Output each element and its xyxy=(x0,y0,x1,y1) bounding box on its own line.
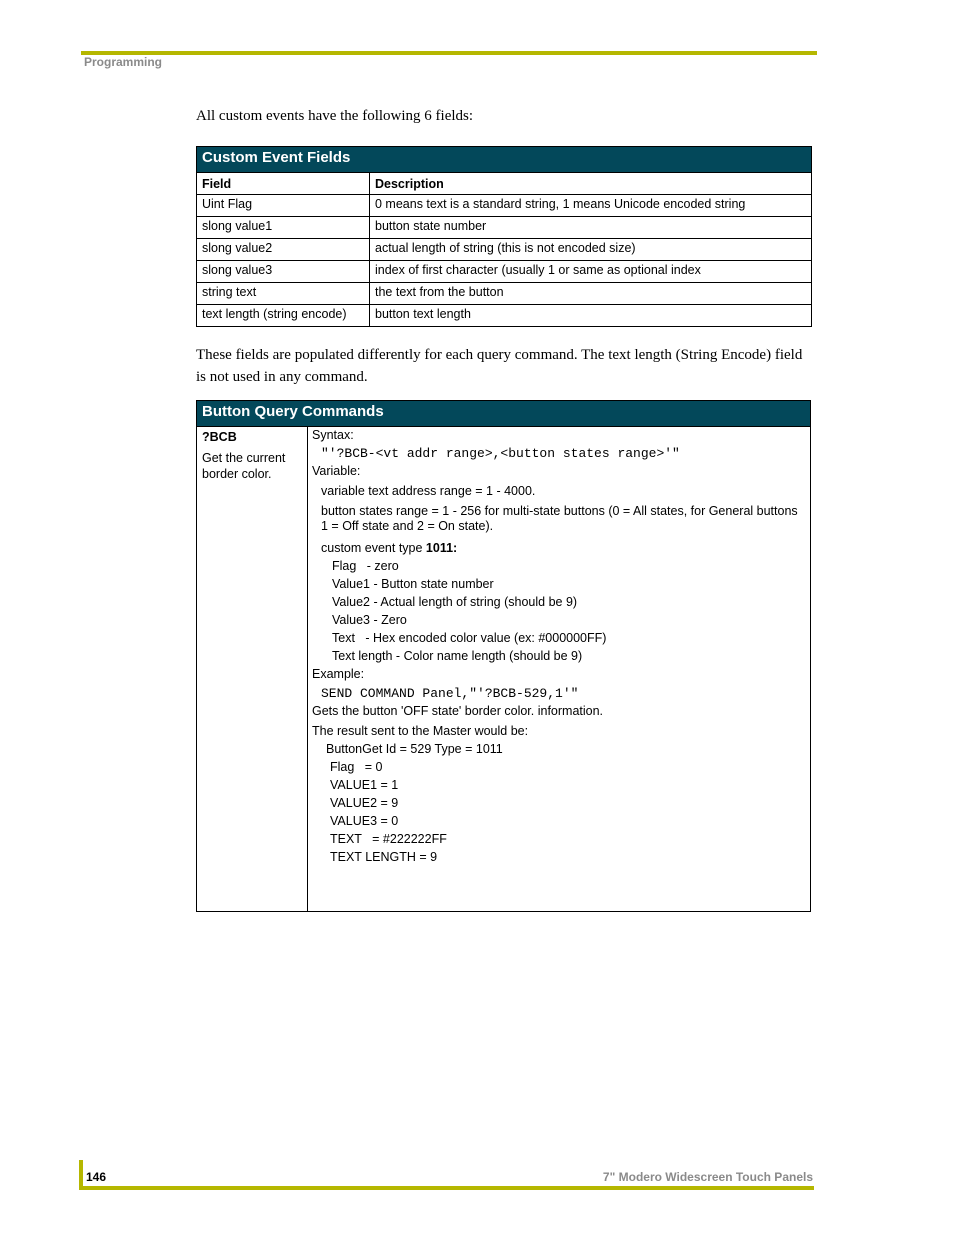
event-field-flag: Flag - zero xyxy=(332,559,399,573)
table-row xyxy=(197,283,812,305)
bottom-rule xyxy=(81,1186,814,1190)
result-line: VALUE3 = 0 xyxy=(330,814,399,828)
section-label: Programming xyxy=(84,55,163,69)
variable-label: Variable: xyxy=(312,464,361,478)
event-field-text-length: Text length - Color name length (should be 9) xyxy=(332,649,583,663)
table-row xyxy=(197,217,812,239)
top-rule xyxy=(81,51,817,55)
result-line: Flag = 0 xyxy=(330,760,383,774)
event-field-value2: Value2 - Actual length of string (should be 9) xyxy=(332,595,578,609)
custom-event-type-label: custom event type xyxy=(321,541,426,555)
footer-title: 7" Modero Widescreen Touch Panels xyxy=(602,1170,813,1184)
result-label: The result sent to the Master would be: xyxy=(312,724,529,738)
result-line: VALUE2 = 9 xyxy=(330,796,399,810)
table-row xyxy=(197,261,812,283)
body-paragraph: These fields are populated differently for each query command. The text length (String Encode) field is not used in any command. xyxy=(196,347,803,385)
event-field-value3: Value3 - Zero xyxy=(332,613,407,627)
description-cell: button text length xyxy=(370,305,812,327)
description-cell: 0 means text is a standard string, 1 means Unicode encoded string xyxy=(370,195,812,217)
example-description: Gets the button 'OFF state' border color. information. xyxy=(312,704,604,718)
field-cell: slong value1 xyxy=(197,217,370,239)
field-cell: slong value2 xyxy=(197,239,370,261)
description-cell: actual length of string (this is not encoded size) xyxy=(370,239,812,261)
table-row xyxy=(197,239,812,261)
variable-button-states: button states range = 1 - 256 for multi-state buttons (0 = All states, for General buttons 1 = Off state and 2 = On state). xyxy=(321,504,798,533)
table-title: Button Query Commands xyxy=(197,401,811,427)
field-cell: slong value3 xyxy=(197,261,370,283)
event-field-text: Text - Hex encoded color value (ex: #000000FF) xyxy=(332,631,607,645)
page-number: 146 xyxy=(86,1170,107,1184)
custom-event-type-code: 1011: xyxy=(425,541,458,555)
field-cell: Uint Flag xyxy=(197,195,370,217)
syntax-label: Syntax: xyxy=(312,428,354,442)
event-field-value1: Value1 - Button state number xyxy=(332,577,494,591)
description-cell: button state number xyxy=(370,217,812,239)
intro-text: All custom events have the following 6 fields: xyxy=(196,108,474,124)
column-header-field: Field xyxy=(197,173,370,195)
example-label: Example: xyxy=(312,667,365,681)
custom-event-type xyxy=(321,541,823,555)
command-name: ?BCB xyxy=(202,430,237,444)
example-code: SEND COMMAND Panel,"'?BCB-529,1'" xyxy=(321,686,579,701)
table-title: Custom Event Fields xyxy=(197,147,812,173)
result-line: TEXT = #222222FF xyxy=(330,832,447,846)
command-description: Get the current border color. xyxy=(202,451,286,481)
field-cell: text length (string encode) xyxy=(197,305,370,327)
command-cell xyxy=(197,427,308,912)
variable-address-range: variable text address range = 1 - 4000. xyxy=(321,484,536,498)
table-row xyxy=(197,305,812,327)
description-cell: index of first character (usually 1 or same as optional index xyxy=(370,261,812,283)
description-cell: the text from the button xyxy=(370,283,812,305)
field-cell: string text xyxy=(197,283,370,305)
custom-event-fields-table xyxy=(196,146,812,327)
button-query-commands-table xyxy=(196,400,811,912)
result-line: TEXT LENGTH = 9 xyxy=(330,850,438,864)
column-header-description: Description xyxy=(370,173,812,195)
result-header: ButtonGet Id = 529 Type = 1011 xyxy=(326,742,503,756)
table-row xyxy=(197,195,812,217)
syntax-code: "'?BCB-<vt addr range>,<button states range>'" xyxy=(321,446,680,461)
command-details-cell xyxy=(308,427,811,912)
result-line: VALUE1 = 1 xyxy=(330,778,399,792)
